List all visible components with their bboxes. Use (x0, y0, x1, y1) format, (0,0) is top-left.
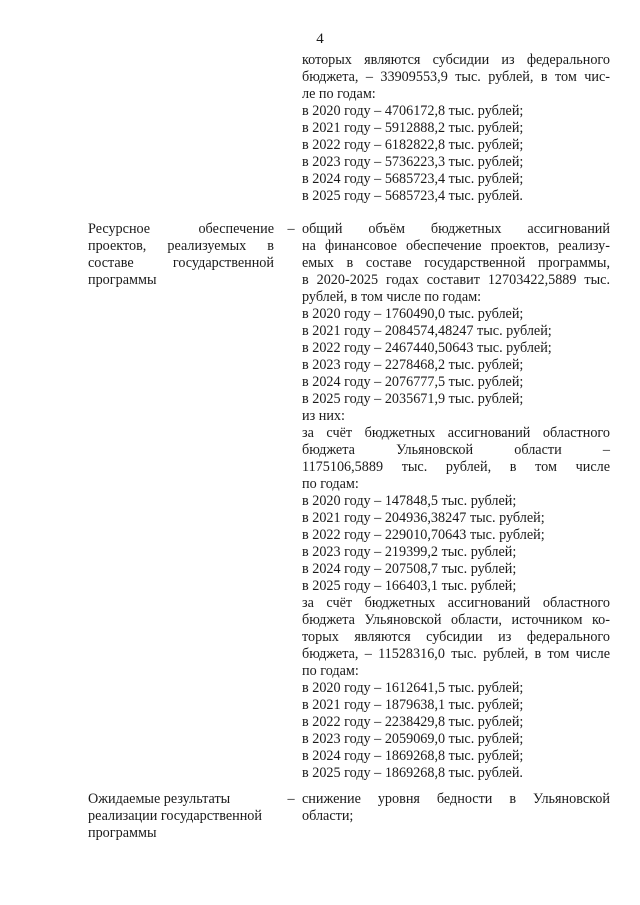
text-line: в 2022 году – 229010,70643 тыс. рублей; (302, 527, 545, 543)
text-line: емых в составе государственной программы, (302, 255, 610, 271)
text-line: в 2025 году – 166403,1 тыс. рублей; (302, 578, 517, 594)
text-line: бюджета Ульяновской области – (302, 442, 610, 458)
text-line: в 2023 году – 2278468,2 тыс. рублей; (302, 357, 524, 373)
label-line: реализации государственной (88, 808, 262, 824)
text-line: в 2023 году – 5736223,3 тыс. рублей; (302, 154, 524, 170)
text-line: в 2021 году – 2084574,48247 тыс. рублей; (302, 323, 552, 339)
resources-label (88, 221, 274, 289)
label-line: программы (88, 825, 157, 841)
text-line: из них: (302, 408, 345, 424)
text-line: в 2023 году – 219399,2 тыс. рублей; (302, 544, 517, 560)
text-line: в 2024 году – 207508,7 тыс. рублей; (302, 561, 517, 577)
text-line: снижение уровня бедности в Ульяновской (302, 791, 610, 807)
text-line: на финансовое обеспечение проектов, реализу- (302, 238, 610, 254)
label-line: составе государственной (88, 255, 274, 271)
text-line: в 2025 году – 1869268,8 тыс. рублей. (302, 765, 523, 781)
text-line: в 2020 году – 1612641,5 тыс. рублей; (302, 680, 524, 696)
text-line: в 2022 году – 2467440,50643 тыс. рублей; (302, 340, 552, 356)
text-line: в 2022 году – 6182822,8 тыс. рублей; (302, 137, 524, 153)
text-line: по годам: (302, 476, 359, 492)
text-line: ле по годам: (302, 86, 376, 102)
continuation-text (302, 52, 610, 205)
text-line: которых являются субсидии из федерального (302, 52, 610, 68)
text-line: в 2020 году – 147848,5 тыс. рублей; (302, 493, 517, 509)
text-line: общий объём бюджетных ассигнований (302, 221, 610, 237)
text-line: в 2020 году – 1760490,0 тыс. рублей; (302, 306, 524, 322)
results-dash: – (287, 791, 295, 807)
results-label (88, 791, 274, 842)
resources-text (302, 221, 610, 782)
text-line: в 2021 году – 1879638,1 тыс. рублей; (302, 697, 524, 713)
page-number: 4 (316, 31, 324, 47)
text-line: в 2025 году – 2035671,9 тыс. рублей; (302, 391, 524, 407)
label-line: проектов, реализуемых в (88, 238, 274, 254)
label-line: Ожидаемые результаты (88, 791, 231, 807)
text-line: в 2024 году – 2076777,5 тыс. рублей; (302, 374, 524, 390)
text-line: за счёт бюджетных ассигнований областного (302, 595, 610, 611)
text-line: бюджета, – 11528316,0 тыс. рублей, в том числе (302, 646, 610, 662)
text-line: бюджета, – 33909553,9 тыс. рублей, в том чис- (302, 69, 610, 85)
text-line: в 2022 году – 2238429,8 тыс. рублей; (302, 714, 524, 730)
text-line: торых являются субсидии из федерального (302, 629, 610, 645)
text-line: в 2025 году – 5685723,4 тыс. рублей. (302, 188, 523, 204)
text-line: в 2020 году – 4706172,8 тыс. рублей; (302, 103, 524, 119)
text-line: в 2021 году – 5912888,2 тыс. рублей; (302, 120, 524, 136)
text-line: за счёт бюджетных ассигнований областного (302, 425, 610, 441)
text-line: в 2024 году – 1869268,8 тыс. рублей; (302, 748, 524, 764)
text-line: области; (302, 808, 354, 824)
results-text (302, 791, 610, 825)
label-line: программы (88, 272, 157, 288)
text-line: 1175106,5889 тыс. рублей, в том числе (302, 459, 610, 475)
text-line: бюджета Ульяновской области, источником ко- (302, 612, 610, 628)
resources-dash: – (287, 221, 295, 237)
text-line: в 2024 году – 5685723,4 тыс. рублей; (302, 171, 524, 187)
text-line: в 2023 году – 2059069,0 тыс. рублей; (302, 731, 524, 747)
text-line: в 2021 году – 204936,38247 тыс. рублей; (302, 510, 545, 526)
text-line: в 2020-2025 годах составит 12703422,5889 тыс. (302, 272, 610, 288)
text-line: рублей, в том числе по годам: (302, 289, 482, 305)
label-line: Ресурсное обеспечение (88, 221, 274, 237)
text-line: по годам: (302, 663, 359, 679)
